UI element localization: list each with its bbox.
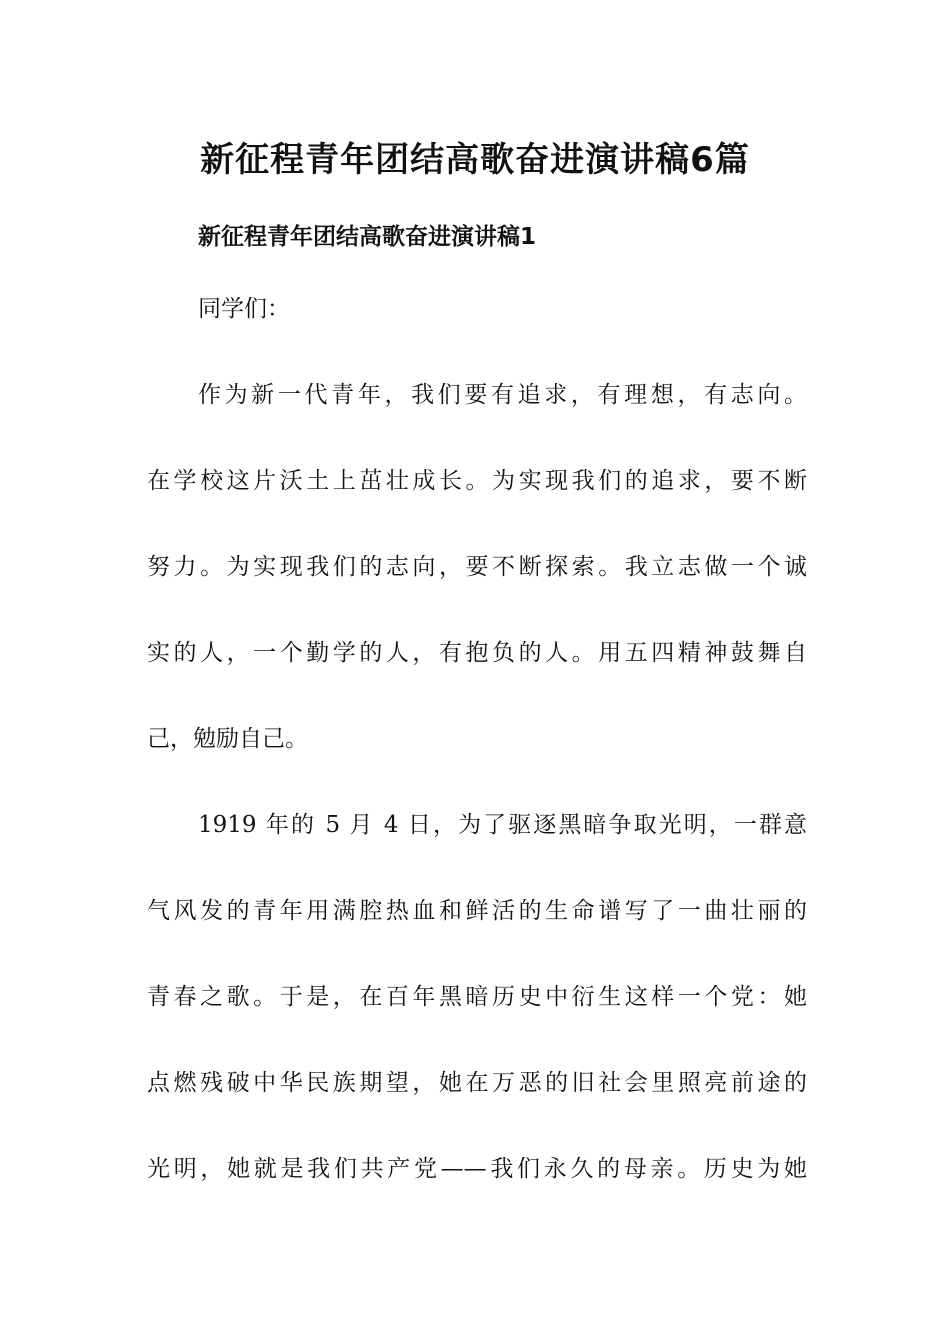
section-heading: 新征程青年团结高歌奋进演讲稿1 — [198, 224, 537, 250]
paragraph-2-line-2: 气风发的青年用满腔热血和鲜活的生命谱写了一曲壮丽的 — [147, 898, 807, 924]
paragraph-2-line-4: 点燃残破中华民族期望，她在万恶的旧社会里照亮前途的 — [147, 1070, 807, 1096]
paragraph-1-line-4: 实的人，一个勤学的人，有抱负的人。用五四精神鼓舞自 — [147, 640, 807, 666]
paragraph-1-line-5: 己，勉励自己。 — [147, 726, 308, 752]
paragraph-1-line-1: 作为新一代青年，我们要有追求，有理想，有志向。 — [198, 382, 807, 408]
document-title: 新征程青年团结高歌奋进演讲稿6篇 — [200, 140, 750, 180]
paragraph-2-line-5: 光明，她就是我们共产党——我们永久的母亲。历史为她 — [147, 1156, 807, 1182]
salutation: 同学们： — [198, 296, 290, 322]
paragraph-2-line-1: 1919 年的 5 月 4 日，为了驱逐黑暗争取光明，一群意 — [198, 812, 807, 838]
paragraph-1-line-2: 在学校这片沃土上茁壮成长。为实现我们的追求，要不断 — [147, 468, 807, 494]
paragraph-2-line-3: 青春之歌。于是，在百年黑暗历史中衍生这样一个党：她 — [147, 984, 807, 1010]
paragraph-1-line-3: 努力。为实现我们的志向，要不断探索。我立志做一个诚 — [147, 554, 807, 580]
